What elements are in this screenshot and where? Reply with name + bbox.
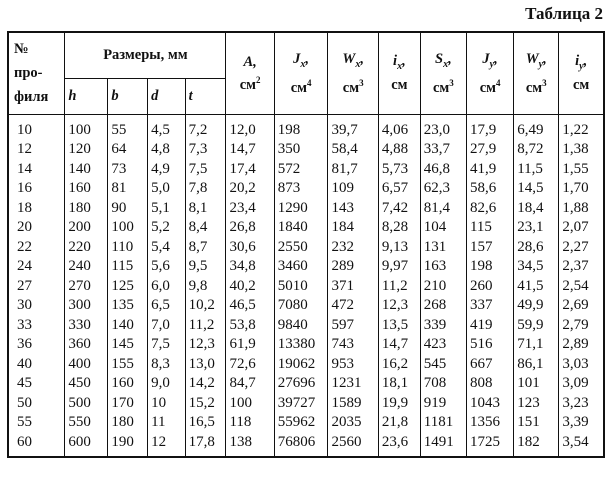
cell-t: 16,5 (185, 413, 226, 433)
header-Jy (466, 32, 513, 114)
cell-b: 155 (108, 355, 148, 375)
cell-Sx: 104 (420, 218, 466, 238)
cell-A: 34,8 (226, 257, 274, 277)
cell-t: 7,3 (185, 140, 226, 160)
header-Sx-name: $S_x$, (435, 50, 452, 70)
cell-Jy: 198 (466, 257, 513, 277)
cell-ix: 7,42 (378, 199, 420, 219)
cell-Sx: 210 (420, 277, 466, 297)
cell-Sx: 23,0 (420, 114, 466, 140)
cell-Wy: 123 (514, 394, 559, 414)
cell-Wy: 23,1 (514, 218, 559, 238)
cell-Wx: 81,7 (328, 160, 378, 180)
cell-Wx: 39,7 (328, 114, 378, 140)
cell-Sx: 268 (420, 296, 466, 316)
cell-profile: 20 (8, 218, 65, 238)
cell-A: 61,9 (226, 335, 274, 355)
cell-ix: 13,5 (378, 316, 420, 336)
cell-iy: 2,07 (559, 218, 604, 238)
cell-Jy: 419 (466, 316, 513, 336)
cell-ix: 9,13 (378, 238, 420, 258)
cell-profile: 18 (8, 199, 65, 219)
cell-Wy: 28,6 (514, 238, 559, 258)
cell-h: 360 (65, 335, 108, 355)
cell-A: 14,7 (226, 140, 274, 160)
cell-Sx: 708 (420, 374, 466, 394)
cell-Wx: 597 (328, 316, 378, 336)
cell-ix: 18,1 (378, 374, 420, 394)
cell-Wy: 8,72 (514, 140, 559, 160)
cell-d: 5,1 (148, 199, 186, 219)
cell-h: 180 (65, 199, 108, 219)
cell-Sx: 919 (420, 394, 466, 414)
cell-Wx: 743 (328, 335, 378, 355)
cell-Wx: 2035 (328, 413, 378, 433)
cell-A: 84,7 (226, 374, 274, 394)
cell-Jy: 337 (466, 296, 513, 316)
cell-h: 160 (65, 179, 108, 199)
table-row (8, 433, 604, 458)
table-row (8, 257, 604, 277)
cell-iy: 3,09 (559, 374, 604, 394)
header-Sx (420, 32, 466, 114)
cell-Wy: 49,9 (514, 296, 559, 316)
cell-h: 400 (65, 355, 108, 375)
cell-b: 135 (108, 296, 148, 316)
cell-Wx: 2560 (328, 433, 378, 458)
cell-t: 7,8 (185, 179, 226, 199)
cell-profile: 60 (8, 433, 65, 458)
cell-ix: 21,8 (378, 413, 420, 433)
header-sizes-group: Размеры, мм (65, 32, 226, 78)
cell-Jx: 5010 (274, 277, 328, 297)
table-row (8, 179, 604, 199)
header-Jy-unit: $см^4$ (479, 77, 501, 96)
cell-b: 180 (108, 413, 148, 433)
cell-d: 4,5 (148, 114, 186, 140)
cell-d: 5,6 (148, 257, 186, 277)
cell-profile: 16 (8, 179, 65, 199)
cell-Wy: 151 (514, 413, 559, 433)
cell-iy: 1,55 (559, 160, 604, 180)
cell-b: 81 (108, 179, 148, 199)
header-Wx (328, 32, 378, 114)
cell-Wx: 472 (328, 296, 378, 316)
header-ix (378, 32, 420, 114)
cell-ix: 19,9 (378, 394, 420, 414)
cell-iy: 3,39 (559, 413, 604, 433)
cell-Wx: 289 (328, 257, 378, 277)
cell-Wx: 953 (328, 355, 378, 375)
cell-Sx: 1491 (420, 433, 466, 458)
cell-h: 120 (65, 140, 108, 160)
cell-Jx: 873 (274, 179, 328, 199)
cell-Jy: 41,9 (466, 160, 513, 180)
cell-iy: 1,88 (559, 199, 604, 219)
cell-profile: 45 (8, 374, 65, 394)
header-Sx-unit: $см^3$ (432, 77, 454, 96)
cell-b: 140 (108, 316, 148, 336)
cell-Jx: 27696 (274, 374, 328, 394)
cell-profile: 14 (8, 160, 65, 180)
table-header (8, 32, 604, 114)
cell-profile: 10 (8, 114, 65, 140)
cell-ix: 16,2 (378, 355, 420, 375)
cell-Sx: 81,4 (420, 199, 466, 219)
cell-ix: 14,7 (378, 335, 420, 355)
cell-ix: 6,57 (378, 179, 420, 199)
cell-t: 8,1 (185, 199, 226, 219)
cell-Jx: 350 (274, 140, 328, 160)
cell-Wx: 371 (328, 277, 378, 297)
cell-t: 11,2 (185, 316, 226, 336)
cell-b: 125 (108, 277, 148, 297)
cell-Sx: 46,8 (420, 160, 466, 180)
cell-ix: 5,73 (378, 160, 420, 180)
cell-Jy: 808 (466, 374, 513, 394)
cell-Jx: 76806 (274, 433, 328, 458)
header-Jx (274, 32, 328, 114)
table-row (8, 114, 604, 140)
cell-Wx: 1589 (328, 394, 378, 414)
cell-Jx: 13380 (274, 335, 328, 355)
cell-Sx: 545 (420, 355, 466, 375)
cell-Jy: 17,9 (466, 114, 513, 140)
cell-iy: 2,79 (559, 316, 604, 336)
cell-A: 138 (226, 433, 274, 458)
cell-A: 20,2 (226, 179, 274, 199)
table-row (8, 218, 604, 238)
table-row (8, 296, 604, 316)
cell-Jx: 9840 (274, 316, 328, 336)
cell-Jy: 27,9 (466, 140, 513, 160)
cell-ix: 12,3 (378, 296, 420, 316)
table-row (8, 355, 604, 375)
cell-d: 9,0 (148, 374, 186, 394)
cell-Jx: 3460 (274, 257, 328, 277)
cell-d: 5,4 (148, 238, 186, 258)
cell-profile: 50 (8, 394, 65, 414)
cell-Jy: 58,6 (466, 179, 513, 199)
cell-profile: 27 (8, 277, 65, 297)
cell-Jx: 1290 (274, 199, 328, 219)
cell-A: 40,2 (226, 277, 274, 297)
cell-ix: 4,06 (378, 114, 420, 140)
header-Jy-name: $J_y$, (482, 50, 498, 70)
cell-b: 160 (108, 374, 148, 394)
cell-d: 11 (148, 413, 186, 433)
cell-b: 64 (108, 140, 148, 160)
cell-Jy: 516 (466, 335, 513, 355)
table-body (8, 114, 604, 457)
header-A (226, 32, 274, 114)
header-A-name: A, (243, 53, 257, 70)
cell-d: 8,3 (148, 355, 186, 375)
cell-Wy: 86,1 (514, 355, 559, 375)
cell-b: 110 (108, 238, 148, 258)
cell-Wy: 101 (514, 374, 559, 394)
header-Wx-name: $W_x$, (342, 50, 364, 70)
cell-Jx: 19062 (274, 355, 328, 375)
cell-Wy: 18,4 (514, 199, 559, 219)
cell-profile: 40 (8, 355, 65, 375)
cell-A: 118 (226, 413, 274, 433)
cell-h: 450 (65, 374, 108, 394)
table-caption: Таблица 2 (525, 4, 603, 23)
cell-Jy: 82,6 (466, 199, 513, 219)
header-num-word2: филя (14, 89, 49, 106)
cell-Jx: 7080 (274, 296, 328, 316)
cell-h: 220 (65, 238, 108, 258)
cell-Jx: 572 (274, 160, 328, 180)
cell-Jx: 55962 (274, 413, 328, 433)
cell-Jy: 115 (466, 218, 513, 238)
cell-A: 53,8 (226, 316, 274, 336)
cell-Sx: 62,3 (420, 179, 466, 199)
header-A-unit: $см^2$ (239, 74, 261, 93)
cell-d: 12 (148, 433, 186, 458)
header-h: h (65, 78, 108, 114)
cell-Wy: 182 (514, 433, 559, 458)
cell-h: 330 (65, 316, 108, 336)
cell-Sx: 423 (420, 335, 466, 355)
header-Wy-unit: $см^3$ (525, 77, 547, 96)
header-b: b (108, 78, 148, 114)
header-iy (559, 32, 604, 114)
cell-t: 7,5 (185, 160, 226, 180)
cell-ix: 11,2 (378, 277, 420, 297)
cell-Wx: 1231 (328, 374, 378, 394)
table-row (8, 413, 604, 433)
cell-b: 100 (108, 218, 148, 238)
cell-iy: 2,37 (559, 257, 604, 277)
table-row (8, 199, 604, 219)
cell-h: 200 (65, 218, 108, 238)
header-ix-name: $i_x$, (393, 53, 406, 73)
cell-Sx: 1181 (420, 413, 466, 433)
cell-Jx: 2550 (274, 238, 328, 258)
cell-h: 300 (65, 296, 108, 316)
cell-Wy: 11,5 (514, 160, 559, 180)
header-num-word1: про- (14, 65, 43, 82)
cell-Sx: 131 (420, 238, 466, 258)
cell-t: 12,3 (185, 335, 226, 355)
cell-Wx: 232 (328, 238, 378, 258)
cell-profile: 30 (8, 296, 65, 316)
cell-d: 5,2 (148, 218, 186, 238)
cell-b: 190 (108, 433, 148, 458)
cell-d: 5,0 (148, 179, 186, 199)
cell-d: 4,8 (148, 140, 186, 160)
cell-iy: 1,70 (559, 179, 604, 199)
cell-iy: 3,23 (559, 394, 604, 414)
cell-Wx: 58,4 (328, 140, 378, 160)
cell-t: 8,7 (185, 238, 226, 258)
cell-ix: 9,97 (378, 257, 420, 277)
cell-t: 8,4 (185, 218, 226, 238)
header-Wy-name: $W_y$, (525, 50, 547, 70)
table-row (8, 394, 604, 414)
cell-Jx: 198 (274, 114, 328, 140)
cell-b: 73 (108, 160, 148, 180)
cell-Wy: 6,49 (514, 114, 559, 140)
table-row (8, 335, 604, 355)
header-iy-name: $i_y$, (575, 53, 588, 73)
cell-b: 170 (108, 394, 148, 414)
cell-Wy: 59,9 (514, 316, 559, 336)
cell-Wy: 71,1 (514, 335, 559, 355)
cell-d: 6,5 (148, 296, 186, 316)
cell-b: 115 (108, 257, 148, 277)
cell-iy: 2,69 (559, 296, 604, 316)
header-Wy (514, 32, 559, 114)
cell-Sx: 339 (420, 316, 466, 336)
cell-t: 15,2 (185, 394, 226, 414)
cell-A: 30,6 (226, 238, 274, 258)
cell-iy: 2,27 (559, 238, 604, 258)
cell-Jy: 1043 (466, 394, 513, 414)
cell-d: 7,0 (148, 316, 186, 336)
cell-h: 240 (65, 257, 108, 277)
table-row (8, 316, 604, 336)
cell-A: 17,4 (226, 160, 274, 180)
cell-h: 270 (65, 277, 108, 297)
cell-b: 55 (108, 114, 148, 140)
cell-profile: 24 (8, 257, 65, 277)
cell-iy: 3,54 (559, 433, 604, 458)
cell-h: 600 (65, 433, 108, 458)
cell-Jy: 667 (466, 355, 513, 375)
cell-t: 9,8 (185, 277, 226, 297)
cell-ix: 8,28 (378, 218, 420, 238)
cell-d: 7,5 (148, 335, 186, 355)
cell-t: 14,2 (185, 374, 226, 394)
cell-profile: 12 (8, 140, 65, 160)
header-iy-unit: см (573, 77, 590, 94)
cell-A: 72,6 (226, 355, 274, 375)
cell-Jy: 260 (466, 277, 513, 297)
table-row (8, 160, 604, 180)
cell-b: 145 (108, 335, 148, 355)
cell-t: 7,2 (185, 114, 226, 140)
cell-ix: 4,88 (378, 140, 420, 160)
cell-h: 140 (65, 160, 108, 180)
cell-iy: 2,54 (559, 277, 604, 297)
cell-Wx: 143 (328, 199, 378, 219)
cell-profile: 22 (8, 238, 65, 258)
cell-h: 550 (65, 413, 108, 433)
cell-Wx: 109 (328, 179, 378, 199)
header-Wx-unit: $см^3$ (342, 77, 364, 96)
cell-Jx: 39727 (274, 394, 328, 414)
cell-Wy: 14,5 (514, 179, 559, 199)
cell-profile: 33 (8, 316, 65, 336)
cell-profile: 36 (8, 335, 65, 355)
cell-A: 12,0 (226, 114, 274, 140)
cell-Jy: 1725 (466, 433, 513, 458)
cell-h: 100 (65, 114, 108, 140)
cell-ix: 23,6 (378, 433, 420, 458)
header-t: t (185, 78, 226, 114)
cell-A: 100 (226, 394, 274, 414)
cell-iy: 3,03 (559, 355, 604, 375)
cell-A: 26,8 (226, 218, 274, 238)
cell-Sx: 163 (420, 257, 466, 277)
header-Jx-name: $J_x$, (293, 50, 310, 70)
cell-d: 4,9 (148, 160, 186, 180)
cell-Jy: 157 (466, 238, 513, 258)
i-beam-properties-table (7, 31, 605, 458)
cell-Wy: 34,5 (514, 257, 559, 277)
table-row (8, 277, 604, 297)
cell-t: 17,8 (185, 433, 226, 458)
cell-t: 13,0 (185, 355, 226, 375)
cell-Wy: 41,5 (514, 277, 559, 297)
cell-iy: 1,22 (559, 114, 604, 140)
cell-iy: 1,38 (559, 140, 604, 160)
table-row (8, 374, 604, 394)
cell-iy: 2,89 (559, 335, 604, 355)
cell-Jx: 1840 (274, 218, 328, 238)
cell-A: 46,5 (226, 296, 274, 316)
table-row (8, 238, 604, 258)
table-row (8, 140, 604, 160)
cell-Sx: 33,7 (420, 140, 466, 160)
header-Jx-unit: $см^4$ (290, 77, 312, 96)
cell-d: 6,0 (148, 277, 186, 297)
cell-A: 23,4 (226, 199, 274, 219)
cell-t: 9,5 (185, 257, 226, 277)
cell-b: 90 (108, 199, 148, 219)
cell-h: 500 (65, 394, 108, 414)
header-d: d (148, 78, 186, 114)
cell-t: 10,2 (185, 296, 226, 316)
cell-d: 10 (148, 394, 186, 414)
header-ix-unit: см (391, 77, 408, 94)
cell-Wx: 184 (328, 218, 378, 238)
cell-profile: 55 (8, 413, 65, 433)
header-num-sign: № (14, 41, 29, 58)
cell-Jy: 1356 (466, 413, 513, 433)
header-profile-number (8, 32, 65, 114)
